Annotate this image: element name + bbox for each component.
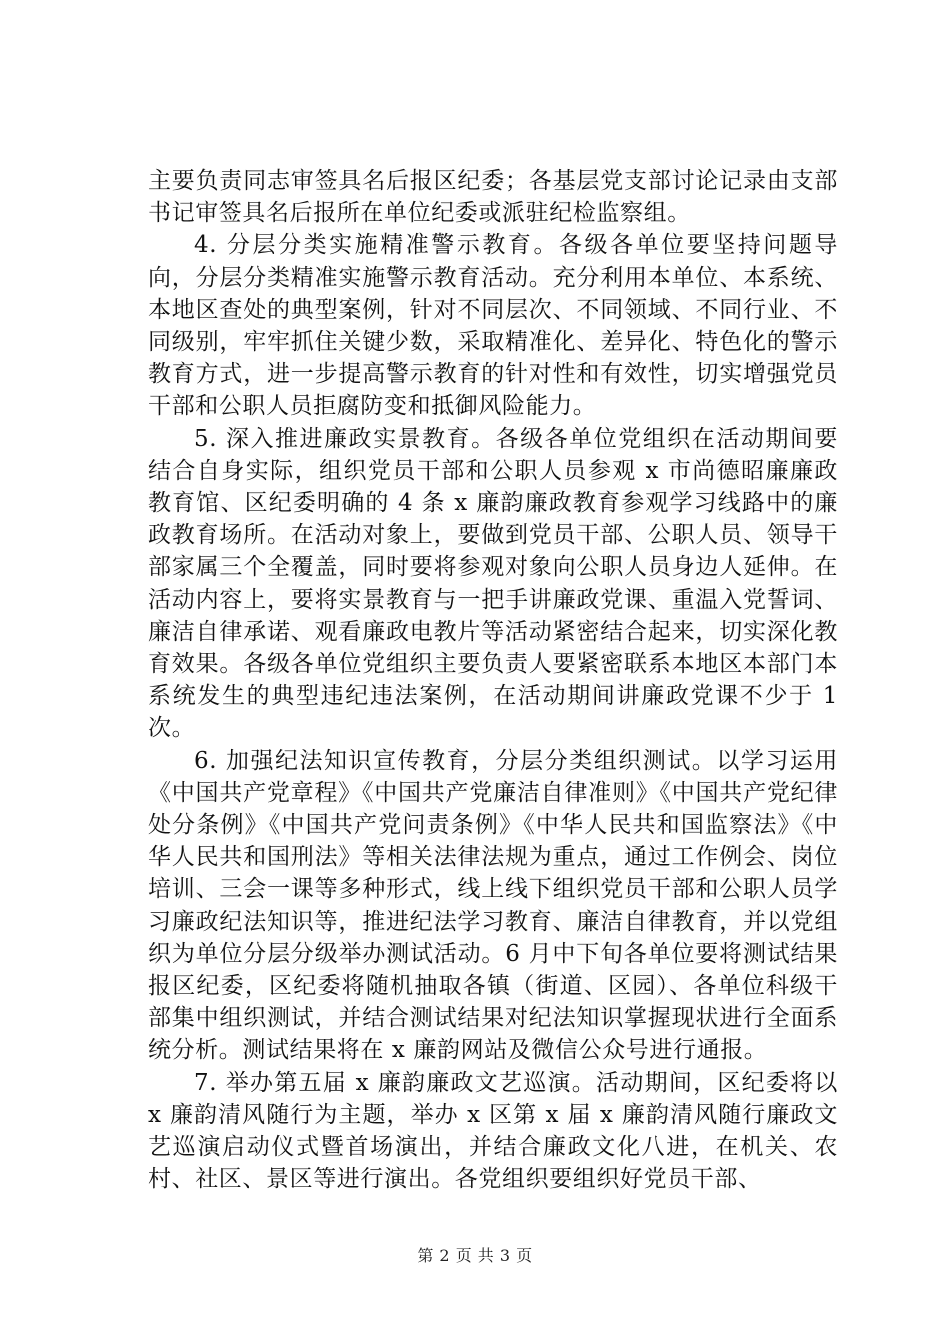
document-body [148, 165, 838, 1196]
paragraph-item-7: 7. 举办第五届 x 廉韵廉政文艺巡演。活动期间，区纪委将以 x 廉韵清风随行为主题，举办 x 区第 x 届 x 廉韵清风随行廉政文艺巡演启动仪式暨首场演出，并结合廉政文化八进，在机关、农村、社区、景区等进行演出。各党组织要组织好党员干部、 [148, 1069, 838, 1193]
paragraph-continuation: 主要负责同志审签具名后报区纪委；各基层党支部讨论记录由支部书记审签具名后报所在单位纪委或派驻纪检监察组。 [148, 168, 838, 227]
paragraph-item-4: 4. 分层分类实施精准警示教育。各级各单位要坚持问题导向，分层分类精准实施警示教育活动。充分利用本单位、本系统、本地区查处的典型案例，针对不同层次、不同领域、不同行业、不同级别，牢牢抓住关键少数，采取精准化、差异化、特色化的警示教育方式，进一步提高警示教育的针对性和有效性，切实增强党员干部和公职人员拒腐防变和抵御风险能力。 [148, 232, 838, 420]
paragraph-item-5: 5. 深入推进廉政实景教育。各级各单位党组织在活动期间要结合自身实际，组织党员干部和公职人员参观 x 市尚德昭廉廉政教育馆、区纪委明确的 4 条 x 廉韵廉政教育参观学习线路中的廉政教育场所。在活动对象上，要做到党员干部、公职人员、领导干部家属三个全覆盖，同时要将参观对象向公职人员身边人延伸。在活动内容上，要将实景教育与一把手讲廉政党课、重温入党誓词、廉洁自律承诺、观看廉政电教片等活动紧密结合起来，切实深化教育效果。各级各单位党组织主要负责人要紧密联系本地区本部门本系统发生的典型违纪违法案例，在活动期间讲廉政党课不少于 1 次。 [148, 425, 838, 742]
page-number-footer: 第 2 页 共 3 页 [417, 1246, 533, 1265]
paragraph-item-6: 6. 加强纪法知识宣传教育，分层分类组织测试。以学习运用《中国共产党章程》《中国共产党廉洁自律准则》《中国共产党纪律处分条例》《中国共产党问责条例》《中华人民共和国监察法》《中华人民共和国刑法》等相关法律法规为重点，通过工作例会、岗位培训、三会一课等多种形式，线上线下组织党员干部和公职人员学习廉政纪法知识等，推进纪法学习教育、廉洁自律教育，并以党组织为单位分层分级举办测试活动。6 月中下旬各单位要将测试结果报区纪委，区纪委将随机抽取各镇（街道、区园）、各单位科级干部集中组织测试，并结合测试结果对纪法知识掌握现状进行全面系统分析。测试结果将在 x 廉韵网站及微信公众号进行通报。 [148, 747, 838, 1064]
